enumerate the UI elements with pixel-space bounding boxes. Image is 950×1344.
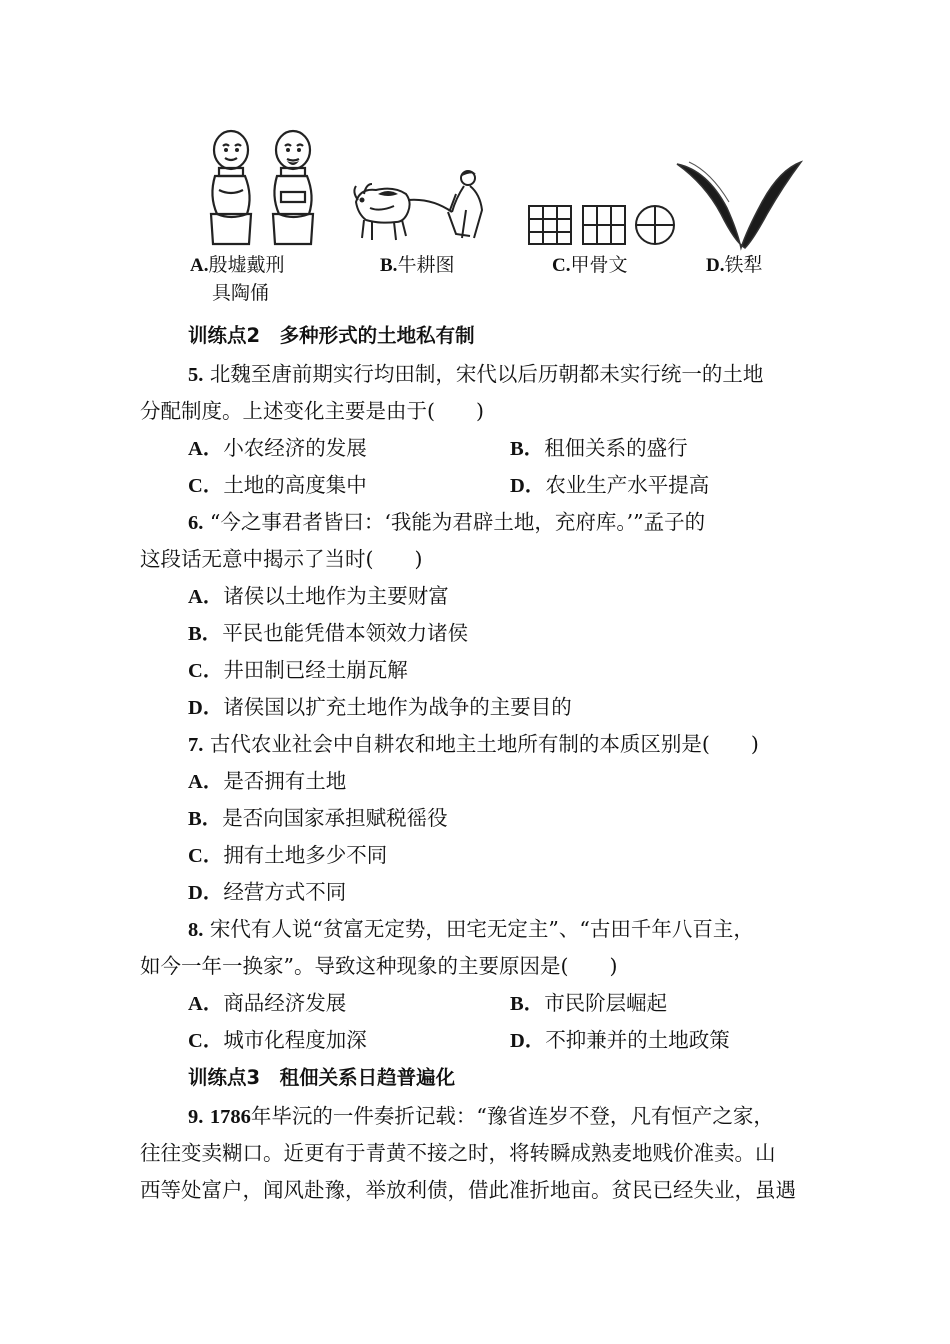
section-title-3: 训练点3 租佃关系日趋普遍化 bbox=[188, 1066, 456, 1089]
figure-d-letter: D. bbox=[706, 255, 725, 276]
question-9-year: 1786 bbox=[209, 1106, 251, 1128]
question-6-option-d[interactable] bbox=[188, 693, 572, 722]
figure-b-caption-text: 牛耕图 bbox=[397, 254, 455, 276]
option-letter: B． bbox=[510, 438, 545, 460]
option-letter: A． bbox=[188, 586, 224, 608]
option-letter: D． bbox=[510, 475, 546, 497]
option-text: 商品经济发展 bbox=[223, 991, 347, 1015]
question-7-line1 bbox=[188, 730, 759, 759]
question-7-option-a[interactable] bbox=[188, 767, 346, 796]
question-7-text-1: 古代农业社会中自耕农和地主土地所有制的本质区别是( ) bbox=[209, 732, 759, 756]
figure-c-caption-text: 甲骨文 bbox=[570, 254, 628, 276]
option-text: 租佃关系的盛行 bbox=[544, 436, 688, 460]
question-8-line1 bbox=[188, 915, 754, 944]
question-7-option-c[interactable] bbox=[188, 841, 387, 870]
question-9-text-1: 年毕沅的一件奏折记载：“豫省连岁不登，凡有恒产之家， bbox=[250, 1104, 774, 1128]
option-letter: C． bbox=[188, 1030, 224, 1052]
option-letter: B． bbox=[188, 808, 223, 830]
clay-figurines-icon bbox=[197, 128, 327, 250]
option-text: 诸侯国以扩充土地作为战争的主要目的 bbox=[223, 695, 572, 719]
question-9-line1 bbox=[188, 1102, 774, 1131]
option-letter: D． bbox=[510, 1030, 546, 1052]
option-letter: A． bbox=[188, 771, 224, 793]
option-letter: D． bbox=[188, 882, 224, 904]
option-text: 城市化程度加深 bbox=[223, 1028, 367, 1052]
figure-a-caption-line2: 具陶俑 bbox=[212, 282, 270, 304]
figure-a-caption-line1: 殷墟戴刑 bbox=[208, 254, 285, 276]
figure-c-letter: C. bbox=[552, 255, 571, 276]
question-6-number: 6. bbox=[188, 512, 204, 534]
option-text: 平民也能凭借本领效力诸侯 bbox=[222, 621, 469, 645]
question-7-option-d[interactable] bbox=[188, 878, 346, 907]
figure-a-caption bbox=[190, 252, 285, 279]
question-8-number: 8. bbox=[188, 919, 204, 941]
option-letter: D． bbox=[188, 697, 224, 719]
question-5-option-c[interactable] bbox=[188, 471, 367, 500]
question-9-number: 9. bbox=[188, 1106, 204, 1128]
option-letter: C． bbox=[188, 475, 224, 497]
question-7-option-b[interactable] bbox=[188, 804, 448, 833]
figure-d-caption bbox=[706, 252, 763, 279]
question-8-option-a[interactable] bbox=[188, 989, 346, 1018]
figure-d-caption-text: 铁犁 bbox=[724, 254, 763, 276]
question-5-option-d[interactable] bbox=[510, 471, 709, 500]
question-6-option-b[interactable] bbox=[188, 619, 468, 648]
option-text: 农业生产水平提高 bbox=[545, 473, 710, 497]
option-letter: C． bbox=[188, 660, 224, 682]
question-7-number: 7. bbox=[188, 734, 204, 756]
option-text: 拥有土地多少不同 bbox=[223, 843, 388, 867]
oracle-bone-field-glyphs-icon bbox=[527, 200, 677, 250]
section-title-2: 训练点2 多种形式的土地私有制 bbox=[188, 324, 475, 347]
question-6-option-c[interactable] bbox=[188, 656, 408, 685]
question-6-text-1: “今之事君者皆曰：‘我能为君辟土地，充府库。’”孟子的 bbox=[209, 510, 706, 534]
option-text: 是否向国家承担赋税徭役 bbox=[222, 806, 448, 830]
figure-row bbox=[185, 128, 825, 308]
option-letter: B． bbox=[510, 993, 545, 1015]
option-letter: B． bbox=[188, 623, 223, 645]
option-letter: A． bbox=[188, 438, 224, 460]
option-text: 经营方式不同 bbox=[223, 880, 347, 904]
question-8-line2: 如今一年一换家”。导致这种现象的主要原因是( ) bbox=[140, 954, 618, 978]
question-9-line2: 往往变卖糊口。近更有于青黄不接之时，将转瞬成熟麦地贱价准卖。山 bbox=[140, 1141, 776, 1165]
figure-b-letter: B. bbox=[380, 255, 398, 276]
option-text: 小农经济的发展 bbox=[223, 436, 367, 460]
ox-plough-icon bbox=[350, 164, 500, 250]
question-9-line3: 西等处富户，闻风赴豫，举放利债，借此准折地亩。贫民已经失业，虽遇 bbox=[140, 1178, 796, 1202]
figure-a-letter: A. bbox=[190, 255, 209, 276]
question-5-number: 5. bbox=[188, 364, 204, 386]
option-text: 土地的高度集中 bbox=[223, 473, 367, 497]
option-text: 诸侯以土地作为主要财富 bbox=[223, 584, 449, 608]
figure-b-caption bbox=[380, 252, 454, 279]
question-6-option-a[interactable] bbox=[188, 582, 449, 611]
option-letter: C． bbox=[188, 845, 224, 867]
question-5-line2: 分配制度。上述变化主要是由于( ) bbox=[140, 399, 484, 423]
option-text: 市民阶层崛起 bbox=[544, 991, 668, 1015]
option-text: 不抑兼并的土地政策 bbox=[545, 1028, 730, 1052]
question-8-option-d[interactable] bbox=[510, 1026, 730, 1055]
iron-plough-icon bbox=[675, 154, 803, 254]
question-6-line1 bbox=[188, 508, 705, 537]
question-5-line1 bbox=[188, 360, 763, 389]
question-8-text-1: 宋代有人说“贫富无定势，田宅无定主”、“古田千年八百主， bbox=[209, 917, 754, 941]
figure-c-caption bbox=[552, 252, 628, 279]
option-letter: A． bbox=[188, 993, 224, 1015]
question-5-option-a[interactable] bbox=[188, 434, 367, 463]
question-8-option-c[interactable] bbox=[188, 1026, 367, 1055]
question-6-line2: 这段话无意中揭示了当时( ) bbox=[140, 547, 423, 571]
question-8-option-b[interactable] bbox=[510, 989, 667, 1018]
option-text: 井田制已经土崩瓦解 bbox=[223, 658, 408, 682]
question-5-option-b[interactable] bbox=[510, 434, 688, 463]
option-text: 是否拥有土地 bbox=[223, 769, 347, 793]
question-5-text-1: 北魏至唐前期实行均田制，宋代以后历朝都未实行统一的土地 bbox=[209, 362, 764, 386]
